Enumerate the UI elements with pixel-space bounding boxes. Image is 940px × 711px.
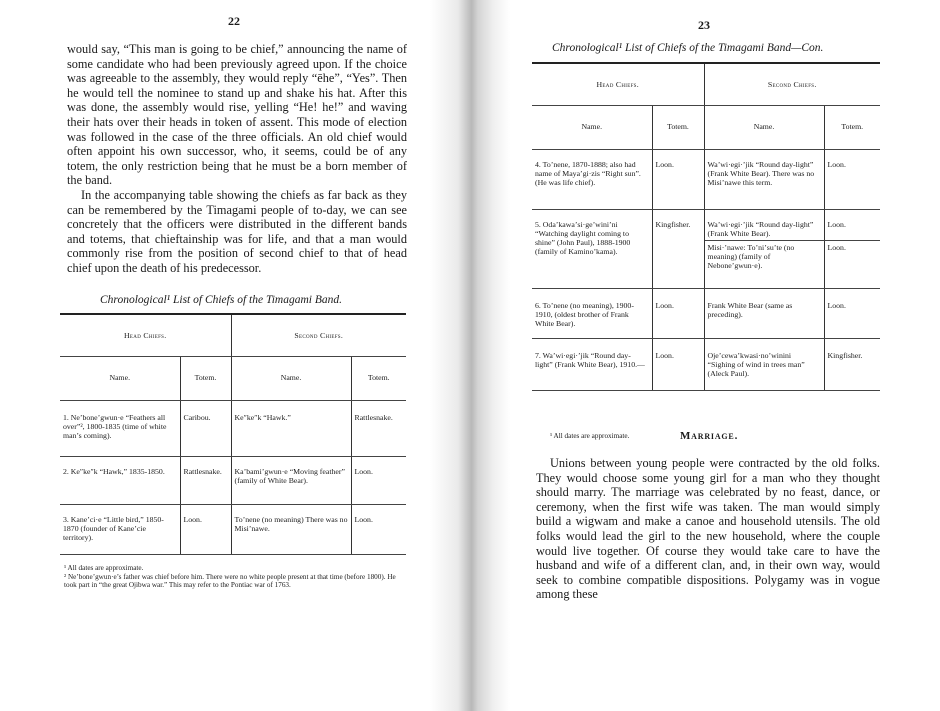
head-chief-name: 5. Odaʼkawaʼsi·geʼwiniʼni “Watching daylight coming to shine” (John Paul), 1888-1900 (family of Kaminoʼkama). xyxy=(532,209,652,288)
second-chief-name: Ke″ke″k “Hawk.” xyxy=(231,400,351,456)
head-chief-name: 3. Kaneʼci·e “Little bird,” 1850-1870 (founder of Kaneʼcie territory). xyxy=(60,504,180,554)
second-chief-totem: Loon. xyxy=(351,504,406,554)
head-chief-totem: Loon. xyxy=(180,504,231,554)
col-name-header: Name. xyxy=(231,356,351,400)
section-heading: Marriage. xyxy=(680,430,739,442)
paragraph: In the accompanying table showing the chiefs as far back as they can be remembered by the Timagami people of to-day, we can see concretely that the officers were distributed in the different bands and totems, that chieftainship was for life, and that a man would commonly rise from the position of second chief to that of head chief upon the death of his predecessor. xyxy=(67,187,407,275)
second-chiefs-header: Second Chiefs. xyxy=(231,314,406,356)
head-chief-totem: Kingfisher. xyxy=(652,209,704,288)
head-chief-name: 4. Toʼnene, 1870-1888; also had name of Mayaʼgi·zis “Right sun”. (He was life chief). xyxy=(532,149,652,209)
paragraph: would say, “This man is going to be chief,” announcing the name of some candidate who had been previously agreed upon. If the choice was agreeable to the assembly, they would reply “ēhe”, “Yes”. Then he would tell the nominee to stand up and shake his hat. After this was done, the assembly would rise, yelling “He! he!” and waving their hats over their heads in token of assent. This mode of election was followed in the case of the three officials. An old chief would often appoint his own successor, who, it seems, could be of any totem, the only restriction being that he must be a born member of the band. xyxy=(67,42,407,188)
paragraph: Unions between young people were contracted by the old folks. They would choose some young girl for a man who they thought should marry. The marriage was celebrated by no feast, dance, or ceremony, when the first wife was taken. The man would simply build a wigwam and make a canoe and household utensils. The old folks would lead the girl to the new household, where the couple would live together. Of course they would take care to have the husband and wife of a different clan, and, in their own way, would seek to combine compatible dispositions. Polygamy was in vogue among these xyxy=(536,456,880,602)
second-chief-totem: Loon. xyxy=(824,149,880,209)
page-number: 23 xyxy=(698,18,710,32)
book-gutter xyxy=(430,0,510,711)
head-chief-name: 1. Neʼboneʼgwun·e “Feathers all over”², 1800-1835 (time of white man’s coming). xyxy=(60,400,180,456)
head-chief-totem: Loon. xyxy=(652,149,704,209)
second-chief-totem: Kingfisher. xyxy=(824,338,880,390)
col-totem-header: Totem. xyxy=(652,105,704,149)
table-row xyxy=(60,504,406,554)
second-chief-name: Misi·ʼnawe: Toʼniʼsuʼte (no meaning) (family of Neboneʼgwun·e). xyxy=(704,240,824,288)
head-chief-totem: Caribou. xyxy=(180,400,231,456)
chiefs-table xyxy=(532,62,880,391)
table-caption: Chronological¹ List of Chiefs of the Timagami Band—Con. xyxy=(552,42,824,54)
table-row xyxy=(60,456,406,504)
left-page xyxy=(0,0,430,711)
second-chief-name: Ojeʼcewaʼkwasi·noʼwinini “Sighing of wind in trees man” (Aleck Paul). xyxy=(704,338,824,390)
second-chief-totem: Loon. xyxy=(824,288,880,338)
second-chief-name: Waʼwi·egi·ʼjik “Round day-light” (Frank White Bear). xyxy=(704,209,824,240)
table-row xyxy=(532,149,880,209)
second-chief-name: Frank White Bear (same as preceding). xyxy=(704,288,824,338)
second-chiefs-header: Second Chiefs. xyxy=(704,63,880,105)
page-number: 22 xyxy=(228,14,240,28)
col-totem-header: Totem. xyxy=(351,356,406,400)
second-chief-name: Waʼwi·egi·ʼjik “Round day-light” (Frank White Bear). There was no Misiʼnawe this term. xyxy=(704,149,824,209)
head-chief-name: 6. Toʼnene (no meaning), 1900-1910, (oldest brother of Frank White Bear). xyxy=(532,288,652,338)
head-chief-totem: Loon. xyxy=(652,288,704,338)
second-chief-name: Kaʼbamiʼgwun·e “Moving feather” (family of White Bear). xyxy=(231,456,351,504)
col-totem-header: Totem. xyxy=(180,356,231,400)
second-chief-name: Toʼnene (no meaning) There was no Misiʼnawe. xyxy=(231,504,351,554)
second-chief-totem: Loon. xyxy=(824,240,880,288)
head-chief-name: 7. Waʼwi·egi·ʼjik “Round day-light” (Frank White Bear), 1910.— xyxy=(532,338,652,390)
body-text xyxy=(67,42,407,276)
head-chiefs-header: Head Chiefs. xyxy=(60,314,231,356)
table-row xyxy=(532,338,880,390)
chiefs-table xyxy=(60,313,406,555)
second-chief-totem: Loon. xyxy=(351,456,406,504)
second-chief-totem: Rattlesnake. xyxy=(351,400,406,456)
footnotes xyxy=(60,564,404,590)
col-name-header: Name. xyxy=(60,356,180,400)
footnote: ¹ All dates are approximate. xyxy=(64,564,144,572)
head-chief-totem: Loon. xyxy=(652,338,704,390)
table-row xyxy=(532,209,880,240)
table-caption: Chronological¹ List of Chiefs of the Timagami Band. xyxy=(100,294,342,306)
col-name-header: Name. xyxy=(532,105,652,149)
head-chief-totem: Rattlesnake. xyxy=(180,456,231,504)
footnote: ² Neʼboneʼgwun·e’s father was chief before him. There were no white people present at that time (before 1800). He took part in “the great Ojibwa war.” This may refer to the Pontiac war of 1763. xyxy=(64,572,396,590)
col-name-header: Name. xyxy=(704,105,824,149)
head-chief-name: 2. Ke″ke″k “Hawk,” 1835-1850. xyxy=(60,456,180,504)
table-row xyxy=(60,400,406,456)
right-page xyxy=(510,0,940,711)
second-chief-totem: Loon. xyxy=(824,209,880,240)
col-totem-header: Totem. xyxy=(824,105,880,149)
table-row xyxy=(532,288,880,338)
head-chiefs-header: Head Chiefs. xyxy=(532,63,704,105)
footnote: ¹ All dates are approximate. xyxy=(550,432,630,440)
